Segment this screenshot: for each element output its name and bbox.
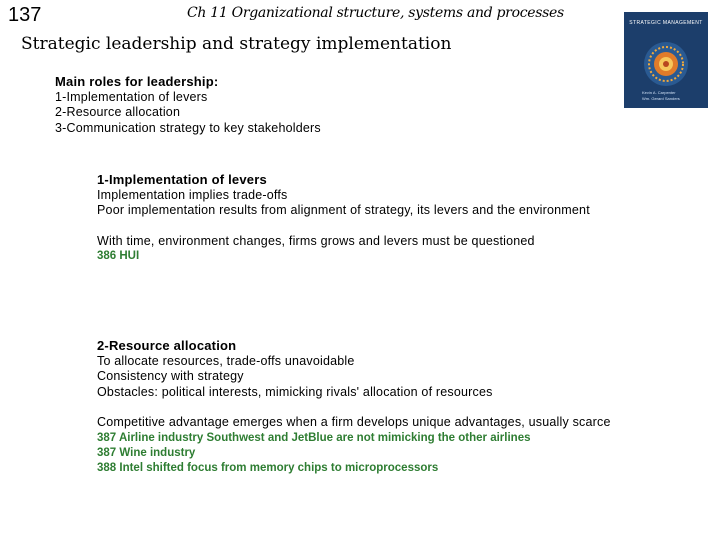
book-cover-author: Kevin A. Carpenter: [642, 90, 676, 95]
book-cover-authors: [642, 90, 680, 102]
page-reference: 388 Intel shifted focus from memory chips to microprocessors: [97, 461, 439, 474]
section-note: With time, environment changes, firms grows and levers must be questioned: [97, 233, 535, 248]
page-number: 137: [8, 4, 42, 26]
intro-heading: Main roles for leadership:: [55, 74, 219, 89]
book-cover-title: STRATEGIC MANAGEMENT: [629, 20, 703, 26]
section-line: Consistency with strategy: [97, 369, 244, 383]
section-line: Implementation implies trade-offs: [97, 187, 288, 202]
slide-title: Strategic leadership and strategy implementation: [21, 34, 452, 54]
chapter-title: Ch 11 Organizational structure, systems and processes: [187, 5, 564, 21]
section-line: Poor implementation results from alignment of strategy, its levers and the environment: [97, 203, 590, 217]
page-reference: 387 Wine industry: [97, 446, 196, 459]
section-resource-allocation: [97, 338, 611, 476]
intro-item: 1-Implementation of levers: [55, 89, 208, 104]
book-cover-author: Wm. Gerard Sanders: [642, 96, 680, 101]
intro-item: 3-Communication strategy to key stakeholders: [55, 120, 321, 135]
page-reference: 386 HUI: [97, 250, 140, 262]
section-line: Obstacles: political interests, mimicking rivals' allocation of resources: [97, 384, 493, 399]
section-levers: [97, 172, 590, 264]
book-cover-image: [624, 12, 708, 108]
section-heading: 2-Resource allocation: [97, 338, 237, 353]
intro-block: [55, 74, 321, 136]
section-line: To allocate resources, trade-offs unavoidable: [97, 353, 355, 368]
page-reference: 387 Airline industry Southwest and JetBlue are not mimicking the other airlines: [97, 431, 531, 444]
section-heading: 1-Implementation of levers: [97, 172, 267, 187]
intro-item: 2-Resource allocation: [55, 105, 181, 119]
section-note: Competitive advantage emerges when a firm develops unique advantages, usually scarce: [97, 415, 611, 429]
